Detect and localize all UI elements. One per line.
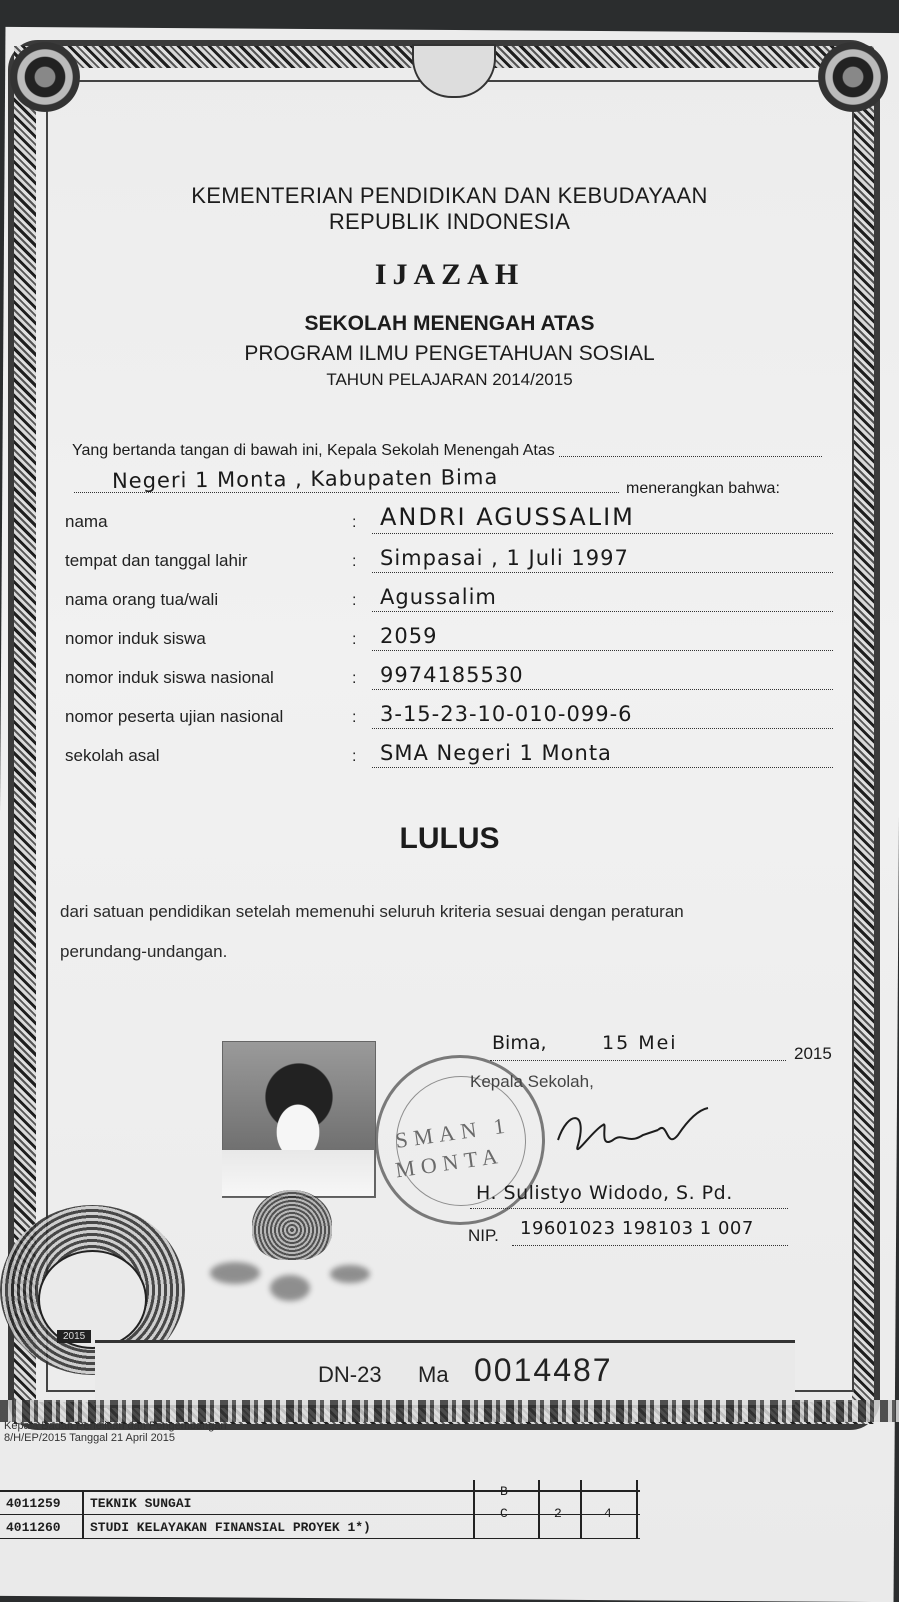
ministry-line-2: REPUBLIK INDONESIA bbox=[328, 209, 571, 234]
dotted-line bbox=[372, 650, 833, 651]
fingerprint-mark bbox=[252, 1190, 332, 1260]
table-rule bbox=[636, 1480, 638, 1538]
dotted-line bbox=[372, 533, 833, 534]
field-value: ANDRI AGUSSALIM bbox=[380, 503, 635, 531]
nip-label: NIP. bbox=[468, 1226, 499, 1245]
principal-role: Kepala Sekolah, bbox=[470, 1072, 594, 1091]
signing-date: 15 Mei bbox=[602, 1032, 678, 1054]
closing-text-line-1: dari satuan pendidikan setelah memenuhi seluruh kriteria sesuai dengan peraturan bbox=[60, 902, 684, 921]
table-cell-code: 4011259 bbox=[6, 1496, 61, 1511]
field-colon: : bbox=[352, 631, 357, 648]
table-rule bbox=[0, 1514, 640, 1515]
field-label: nomor peserta ujian nasional bbox=[65, 707, 284, 726]
ink-smudge bbox=[330, 1265, 370, 1283]
field-colon: : bbox=[352, 709, 357, 726]
study-program: PROGRAM ILMU PENGETAHUAN SOSIAL bbox=[244, 342, 655, 365]
field-row-exam-number bbox=[0, 695, 899, 731]
field-label: nomor induk siswa nasional bbox=[65, 668, 274, 687]
dotted-line bbox=[372, 611, 833, 612]
principal-name: H. Sulistyo Widodo, S. Pd. bbox=[476, 1182, 733, 1204]
statement-suffix: menerangkan bahwa: bbox=[626, 480, 780, 497]
corner-ornament-icon bbox=[10, 42, 80, 112]
field-row-parent bbox=[0, 578, 899, 614]
serial-code: Ma bbox=[418, 1362, 449, 1387]
table-cell-value: 2 bbox=[554, 1506, 562, 1521]
principal-signature bbox=[548, 1100, 718, 1170]
statement-intro bbox=[72, 442, 822, 460]
field-label: sekolah asal bbox=[65, 746, 160, 765]
dotted-line bbox=[372, 728, 833, 729]
table-rule bbox=[82, 1490, 84, 1538]
table-cell-subject: STUDI KELAYAKAN FINANSIAL PROYEK 1*) bbox=[90, 1520, 371, 1535]
statement-intro-text: Yang bertanda tangan di bawah ini, Kepala Sekolah Menengah Atas bbox=[72, 442, 555, 459]
field-value: 3-15-23-10-010-099-6 bbox=[380, 702, 633, 726]
ministry-heading bbox=[0, 183, 899, 235]
field-value: Simpasai , 1 Juli 1997 bbox=[380, 546, 629, 570]
table-cell-subject: TEKNIK SUNGAI bbox=[90, 1496, 192, 1511]
ink-smudge bbox=[270, 1275, 310, 1301]
academic-year: TAHUN PELAJARAN 2014/2015 bbox=[326, 370, 573, 389]
field-row-birth bbox=[0, 539, 899, 575]
bottom-ornament-band bbox=[0, 1400, 899, 1422]
field-label: nama orang tua/wali bbox=[65, 590, 219, 609]
table-cell-grade: B bbox=[500, 1484, 508, 1499]
dotted-line bbox=[470, 1208, 788, 1209]
table-rule bbox=[580, 1480, 582, 1538]
dotted-line bbox=[372, 767, 833, 768]
field-value: Agussalim bbox=[380, 585, 497, 609]
field-value: 2059 bbox=[380, 624, 438, 648]
school-level: SEKOLAH MENENGAH ATAS bbox=[304, 312, 595, 335]
field-row-nisn bbox=[0, 656, 899, 692]
corner-ornament-icon bbox=[818, 42, 888, 112]
table-cell-code: 4011260 bbox=[6, 1520, 61, 1535]
table-rule bbox=[0, 1490, 640, 1492]
principal-nip: 19601023 198103 1 007 bbox=[520, 1218, 754, 1239]
field-colon: : bbox=[352, 670, 357, 687]
stamp-line-2: MONTA bbox=[393, 1142, 506, 1183]
field-row-name bbox=[0, 500, 899, 536]
grades-table-fragment bbox=[0, 1480, 640, 1538]
footer-note-line-2: 8/H/EP/2015 Tanggal 21 April 2015 bbox=[4, 1432, 176, 1444]
field-label: nomor induk siswa bbox=[65, 629, 206, 648]
table-rule bbox=[538, 1480, 540, 1538]
field-colon: : bbox=[352, 748, 357, 765]
dotted-line bbox=[512, 1245, 788, 1246]
field-row-nis bbox=[0, 617, 899, 653]
signing-year: 2015 bbox=[794, 1044, 832, 1063]
student-photo-shirt bbox=[222, 1150, 374, 1196]
table-cell-grade: C bbox=[500, 1506, 508, 1521]
serial-number: 0014487 bbox=[474, 1352, 613, 1388]
seal-year: 2015 bbox=[57, 1330, 91, 1343]
dotted-line bbox=[559, 442, 822, 457]
field-value: SMA Negeri 1 Monta bbox=[380, 741, 612, 765]
ministry-line-1: KEMENTERIAN PENDIDIKAN DAN KEBUDAYAAN bbox=[191, 183, 708, 208]
field-label: nama bbox=[65, 512, 108, 531]
graduation-result: LULUS bbox=[399, 822, 500, 855]
field-label: tempat dan tanggal lahir bbox=[65, 551, 248, 570]
ink-smudge bbox=[210, 1262, 260, 1284]
footer-note-line-1: Kepala Badan Penelitian dan Pengembangan bbox=[4, 1420, 227, 1432]
field-row-origin-school bbox=[0, 734, 899, 770]
document-title: IJAZAH bbox=[374, 258, 525, 291]
field-colon: : bbox=[352, 514, 357, 531]
field-colon: : bbox=[352, 553, 357, 570]
signing-place: Bima, bbox=[492, 1032, 547, 1054]
dotted-line bbox=[490, 1060, 786, 1061]
stamp-line-1: SMAN 1 bbox=[393, 1112, 513, 1153]
field-value: 9974185530 bbox=[380, 663, 524, 687]
dotted-line bbox=[372, 572, 833, 573]
dotted-line bbox=[372, 689, 833, 690]
serial-prefix: DN-23 bbox=[318, 1362, 382, 1387]
closing-text-line-2: perundang-undangan. bbox=[60, 942, 228, 961]
table-rule bbox=[0, 1538, 640, 1539]
ministry-seal-emblem-icon bbox=[38, 1250, 147, 1349]
table-cell-value: 4 bbox=[604, 1506, 612, 1521]
school-name-handwritten: Negeri 1 Monta , Kabupaten Bima bbox=[111, 464, 499, 494]
field-colon: : bbox=[352, 592, 357, 609]
table-rule bbox=[473, 1480, 475, 1538]
